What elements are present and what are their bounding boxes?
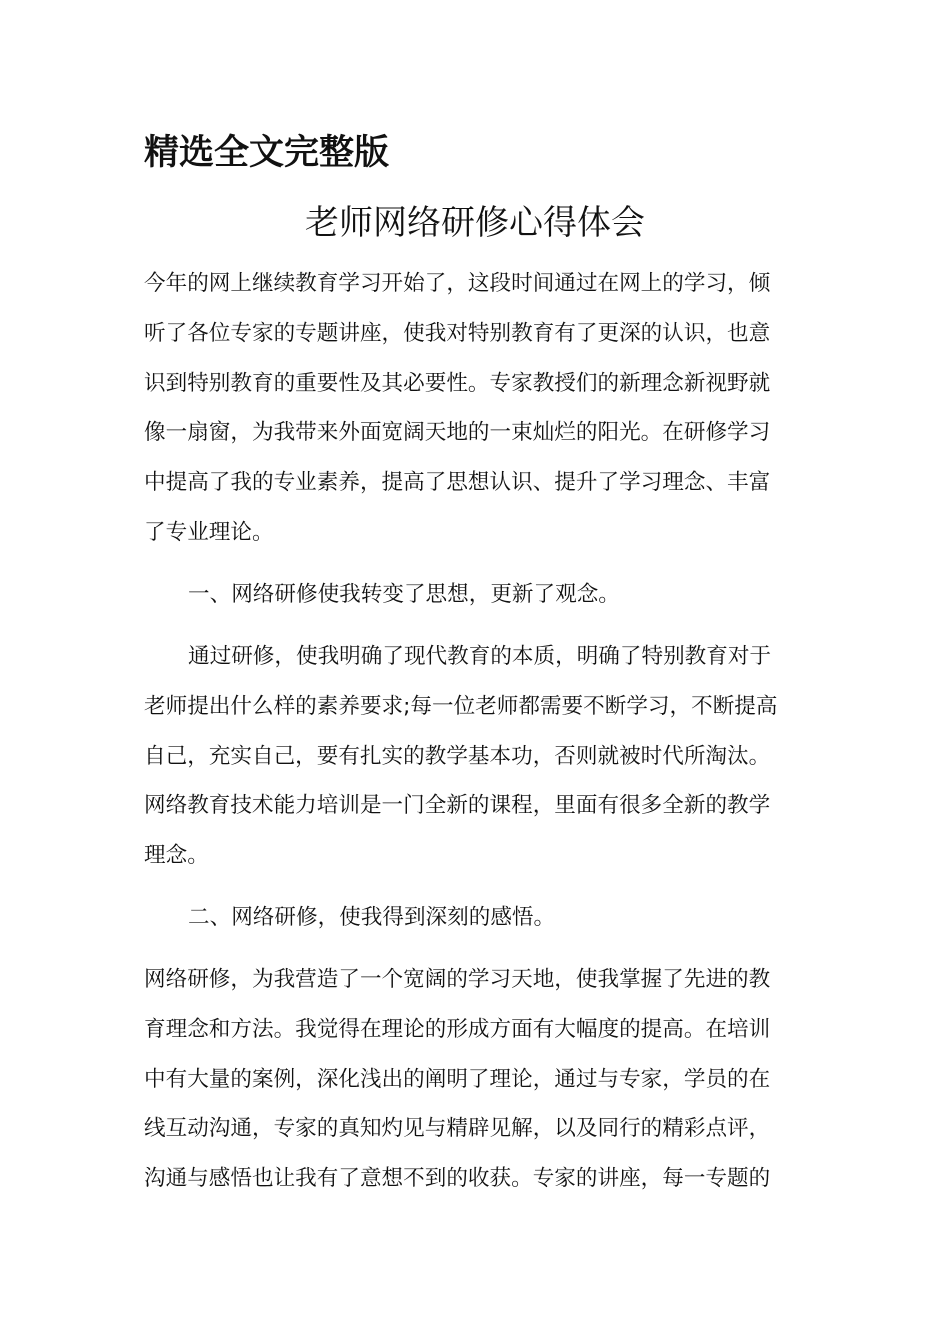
text-line: 沟通与感悟也让我有了意想不到的收获。专家的讲座，每一专题的 [144, 1166, 771, 1192]
text-line: 育理念和方法。我觉得在理论的形成方面有大幅度的提高。在培训 [144, 1016, 771, 1042]
text-line: 像一扇窗，为我带来外面宽阔天地的一束灿烂的阳光。在研修学习 [144, 420, 771, 446]
text-line: 自己，充实自己，要有扎实的教学基本功，否则就被时代所淘汰。 [144, 743, 771, 769]
section-heading-1 [144, 570, 806, 620]
paragraph-section-2 [144, 955, 806, 1204]
text-line: 线互动沟通，专家的真知灼见与精辟见解，以及同行的精彩点评， [144, 1116, 771, 1142]
text-line: 网络研修，为我营造了一个宽阔的学习天地，使我掌握了先进的教 [144, 967, 771, 992]
text-line: 中提高了我的专业素养，提高了思想认识、提升了学习理念、丰富 [144, 470, 771, 496]
paragraph-section-1 [144, 632, 806, 881]
text-line: 识到特别教育的重要性及其必要性。专家教授们的新理念新视野就 [144, 370, 771, 396]
heading-text: 二、网络研修，使我得到深刻的感悟。 [188, 905, 556, 930]
text-line: 听了各位专家的专题讲座，使我对特别教育有了更深的认识，也意 [144, 320, 771, 346]
text-line: 网络教育技术能力培训是一门全新的课程，里面有很多全新的教学 [144, 793, 771, 819]
text-line: 老师提出什么样的素养要求;每一位老师都需要不断学习，不断提高 [144, 693, 778, 719]
text-line: 了专业理论。 [144, 519, 274, 545]
header-title: 精选全文完整版 [144, 133, 390, 173]
text-line: 今年的网上继续教育学习开始了，这段时间通过在网上的学习，倾 [144, 271, 771, 296]
text-line: 通过研修，使我明确了现代教育的本质，明确了特别教育对于 [188, 644, 772, 669]
document-title: 老师网络研修心得体会 [305, 203, 645, 243]
heading-text: 一、网络研修使我转变了思想，更新了观念。 [188, 582, 620, 607]
section-heading-2 [144, 893, 806, 943]
text-line: 理念。 [144, 843, 209, 869]
paragraph-intro [144, 259, 806, 558]
text-line: 中有大量的案例，深化浅出的阐明了理论，通过与专家，学员的在 [144, 1066, 771, 1092]
